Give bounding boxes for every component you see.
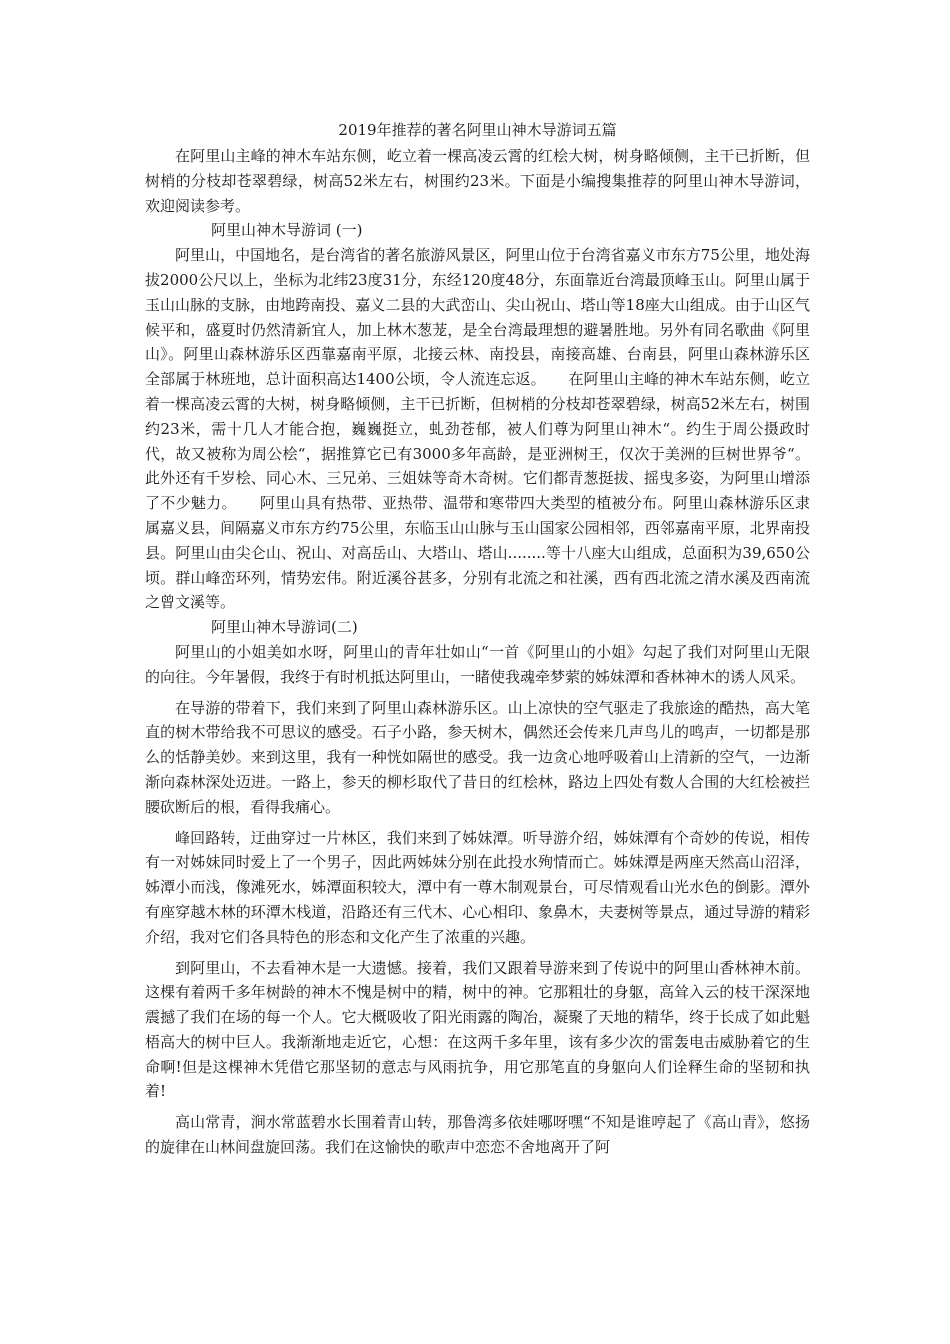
section-heading-2: 阿里山神木导游词(二) [211,618,358,637]
document-title: 2019年推荐的著名阿里山神木导游词五篇 [338,121,617,139]
section-2-paragraph-2: 在导游的带着下，我们来到了阿里山森林游乐区。山上凉快的空气驱走了我旅途的酷热，高大笔直的树木带给我不可思议的感受。石子小路，参天树木，偶然还会传来几声鸟儿的鸣声，一切都是那么的恬静美妙。来到这里，我有一种恍如隔世的感受。我一边贪心地呼吸着山上清新的空气，一边渐渐向森林深处迈进。一路上，参天的柳杉取代了昔日的红桧林，路边上四处有数人合围的大红桧被拦腰砍断后的根，看得我痛心。 [145,698,810,816]
section-2-paragraph-3: 峰回路转，迂曲穿过一片林区，我们来到了姊妹潭。听导游介绍，姊妹潭有个奇妙的传说，相传有一对姊妹同时爱上了一个男子，因此两姊妹分别在此投水殉情而亡。姊妹潭是两座天然高山沼泽，姊潭小而浅，像滩死水，姊潭面积较大，潭中有一尊木制观景台，可尽情观看山光水色的倒影。潭外有座穿越木林的环潭木栈道，沿路还有三代木、心心相印、象鼻木，夫妻树等景点，通过导游的精彩介绍，我对它们各具特色的形态和文化产生了浓重的兴趣。 [145,828,810,946]
section-2-paragraph-1: 阿里山的小姐美如水呀，阿里山的青年壮如山“一首《阿里山的小姐》勾起了我们对阿里山无限的向往。今年暑假，我终于有时机抵达阿里山，一睹使我魂牵梦萦的姊妹潭和香林神木的诱人风采。 [145,642,810,686]
section-1-paragraph-1: 阿里山，中国地名，是台湾省的著名旅游风景区，阿里山位于台湾省嘉义市东方75公里，地处海拔2000公尺以上，坐标为北纬23度31分，东经120度48分，东面靠近台湾最顶峰玉山。阿里山属于玉山山脉的支脉，由地跨南投、嘉义二县的大武峦山、尖山祝山、塔山等18座大山组成。由于山区气候平和，盛夏时仍然清新宜人，加上林木葱茏，是全台湾最理想的避暑胜地。另外有同名歌曲《阿里山》。阿里山森林游乐区西靠嘉南平原，北接云林、南投县，南接高雄、台南县，阿里山森林游乐区全部属于林班地，总计面积高达1400公顷，令人流连忘返。 在阿里山主峰的神木车站东侧，屹立着一棵高凌云霄的大树，树身略倾侧，主干已折断，但树梢的分枝却苍翠碧绿，树高52米左右，树围约23米，需十几人才能合抱，巍巍挺立，虬劲苍郁，被人们尊为阿里山神木“。约生于周公摄政时代，故又被称为周公桧“，据推算它已有3000多年高龄，是亚洲树王，仅次于美洲的巨树世界爷“。此外还有千岁桧、同心木、三兄弟、三姐妹等奇木奇树。它们都青葱挺拔、摇曳多姿，为阿里山增添了不少魅力。 阿里山具有热带、亚热带、温带和寒带四大类型的植被分布。阿里山森林游乐区隶属嘉义县，间隔嘉义市东方约75公里，东临玉山山脉与玉山国家公园相邻，西邻嘉南平原，北界南投县。阿里山由尖仑山、祝山、对高岳山、大塔山、塔山........等十八座大山组成，总面积为39,650公顷。群山峰峦环列，情势宏伟。附近溪谷甚多，分别有北流之和社溪，西有西北流之清水溪及西南流之曾文溪等。 [145,246,810,612]
section-heading-1: 阿里山神木导游词 (一) [211,221,363,240]
section-2-paragraph-5: 高山常青，涧水常蓝碧水长围着青山转，那鲁湾多依娃哪呀嘿“不知是谁哼起了《高山青》，悠扬的旋律在山林间盘旋回荡。我们在这愉快的歌声中恋恋不舍地离开了阿 [145,1113,810,1157]
intro-paragraph: 在阿里山主峰的神木车站东侧，屹立着一棵高凌云霄的红桧大树，树身略倾侧，主干已折断，但树梢的分枝却苍翠碧绿，树高52米左右，树围约23米。下面是小编搜集推荐的阿里山神木导游词，欢迎阅读参考。 [145,147,810,215]
section-2-paragraph-4: 到阿里山，不去看神木是一大遗憾。接着，我们又跟着导游来到了传说中的阿里山香林神木前。这棵有着两千多年树龄的神木不愧是树中的精，树中的神。它那粗壮的身躯，高耸入云的枝干深深地震撼了我们在场的每一个人。它大概吸收了阳光雨露的陶冶，凝聚了天地的精华，终于长成了如此魁梧高大的树中巨人。我渐渐地走近它，心想：在这两千多年里，该有多少次的雷轰电击威胁着它的生命啊!但是这棵神木凭借它那坚韧的意志与风雨抗争，用它那笔直的身躯向人们诠释生命的坚韧和执着! [145,958,810,1101]
document-page [145,118,810,1160]
